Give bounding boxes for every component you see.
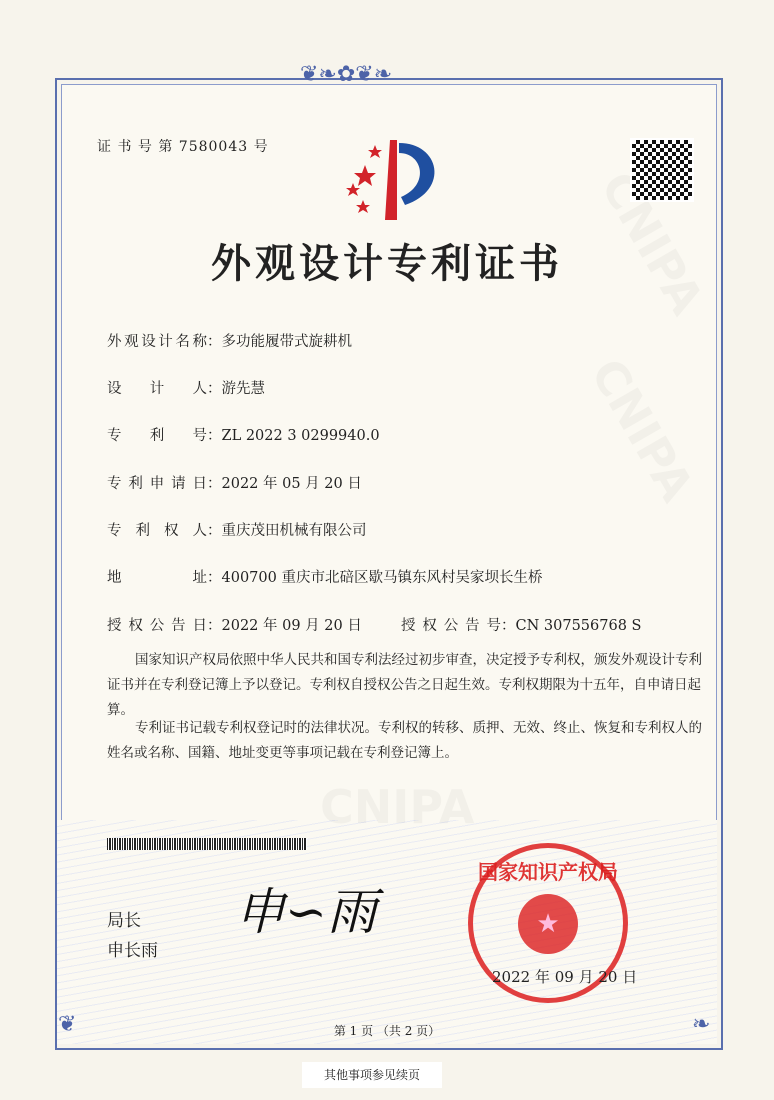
handwritten-signature: 申∽雨 — [235, 883, 377, 941]
top-ornament-icon: ❦❧✿❦❧ — [300, 62, 393, 87]
signatory-title: 局长 — [107, 911, 141, 931]
field-grant-date: 授权公告日：2022 年 09 月 20 日 — [107, 618, 362, 634]
footer-note: 其他事项参见续页 — [302, 1062, 442, 1088]
barcode — [107, 838, 307, 850]
qr-code — [630, 138, 694, 202]
page-indicator: 第 1 页 （共 2 页） — [333, 1024, 441, 1038]
field-grant-number: 授权公告号：CN 307556768 S — [401, 618, 642, 634]
field-application-date: 专利申请日：2022 年 05 月 20 日 — [107, 476, 362, 492]
page-title: 外观设计专利证书 — [211, 240, 563, 287]
cnipa-logo-icon — [335, 135, 450, 225]
seal-text: 国家知识产权局 — [478, 860, 618, 884]
national-emblem-icon: ★ — [518, 894, 578, 954]
field-patent-number: 专利号：ZL 2022 3 0299940.0 — [107, 428, 380, 444]
paragraph-legal-status: 专利证书记载专利权登记时的法律状况。专利权的转移、质押、无效、终止、恢复和专利权人的姓名或名称、国籍、地址变更等事项记载在专利登记簿上。 — [107, 720, 702, 761]
field-designer: 设计人：游先慧 — [107, 381, 265, 397]
field-patentee: 专利权人：重庆茂田机械有限公司 — [107, 523, 367, 539]
watermark — [320, 782, 474, 832]
corner-ornament-icon: ❦ — [58, 1012, 77, 1037]
field-address: 地址：400700 重庆市北碚区歇马镇东风村吴家坝长生桥 — [107, 570, 543, 586]
seal-date: 2022 年 09 月 20 日 — [492, 968, 638, 986]
field-design-name: 外观设计名称：多功能履带式旋耕机 — [107, 334, 352, 350]
certificate-number: 证 书 号 第 7580043 号 — [97, 139, 269, 155]
signatory-name: 申长雨 — [107, 941, 158, 961]
paragraph-grant: 国家知识产权局依照中华人民共和国专利法经过初步审查，决定授予专利权，颁发外观设计专利证书并在专利登记簿上予以登记。专利权自授权公告之日起生效。专利权期限为十五年，自申请日起算。 — [107, 652, 702, 718]
corner-ornament-icon: ❧ — [692, 1012, 711, 1037]
